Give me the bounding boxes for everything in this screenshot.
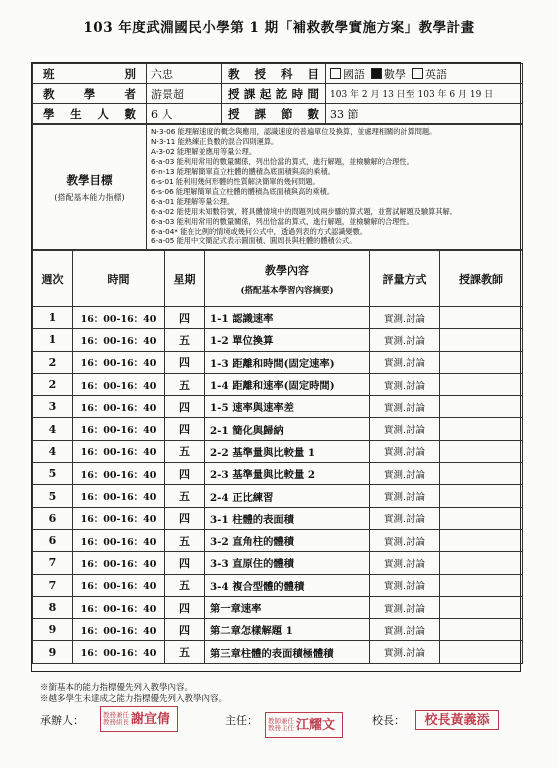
week-cell: 3: [33, 396, 73, 418]
class-value: 六忠: [147, 64, 222, 84]
table-row: [33, 373, 523, 395]
subject-option-label: 數學: [384, 67, 406, 81]
time-cell: 16：00-16：40: [73, 463, 165, 485]
class-label: 班別: [33, 64, 147, 84]
time-cell: 16：00-16：40: [73, 307, 165, 329]
table-row: [33, 485, 523, 507]
eval-cell: 實測.討論: [370, 396, 440, 418]
content-cell: 3-3 直原住的體積: [205, 552, 370, 574]
eval-cell: 實測.討論: [370, 485, 440, 507]
period-value: 103 年 2 月 13 日至 103 年 6 月 19 日: [326, 84, 523, 104]
header-eval: 評量方式: [370, 251, 440, 307]
teacher-cell: [440, 507, 523, 529]
objective-item: 6-n-13 能理解簡單直立柱體的體積為底面積與高的乘積。: [151, 166, 335, 176]
subject-options: [326, 64, 523, 84]
day-cell: 五: [165, 529, 205, 551]
teacher-cell: [440, 373, 523, 395]
day-cell: 五: [165, 641, 205, 663]
subject-option-label: 國語: [343, 67, 365, 81]
page-title: 103 年度武淵國民小學第 1 期「補救教學實施方案」教學計畫: [83, 20, 475, 36]
principal-stamp-name: 校長黃義添: [424, 712, 490, 728]
teacher-cell: [440, 619, 523, 641]
objective-item: A-3-02 能理解並應用等量公理。: [151, 146, 257, 156]
teacher-cell: [440, 440, 523, 462]
period-label: 授課起訖時間: [222, 84, 326, 104]
students-label: 學生人數: [33, 104, 147, 124]
content-cell: 3-2 直角柱的體積: [205, 529, 370, 551]
time-cell: 16：00-16：40: [73, 440, 165, 462]
eval-cell: 實測.討論: [370, 440, 440, 462]
day-cell: 四: [165, 552, 205, 574]
principal-stamp: [415, 710, 499, 730]
table-row: [33, 307, 523, 329]
day-cell: 五: [165, 373, 205, 395]
content-cell: 2-1 簡化與歸納: [205, 418, 370, 440]
organizer-label: 承辦人：: [40, 714, 84, 727]
week-cell: 7: [33, 574, 73, 596]
table-row: [33, 641, 523, 663]
organizer-stamp: [100, 706, 178, 732]
week-cell: 5: [33, 485, 73, 507]
objective-item: 6-s-06 能理解簡單直立柱體的體積為底面積與高的乘積。: [151, 186, 335, 196]
eval-cell: 實測.討論: [370, 507, 440, 529]
eval-cell: 實測.討論: [370, 463, 440, 485]
eval-cell: 實測.討論: [370, 329, 440, 351]
objectives-label: 教學目標: [66, 172, 113, 187]
content-cell: 2-4 正比練習: [205, 485, 370, 507]
objectives-list: [147, 125, 523, 250]
week-cell: 2: [33, 373, 73, 395]
objective-item: N-3-11 能熟練正負數的混合四則運算。: [151, 136, 279, 146]
subject-option: [371, 68, 406, 81]
table-row: [33, 619, 523, 641]
principal-label: 校長：: [372, 714, 405, 727]
schedule-table: [32, 250, 523, 664]
checked-box-icon: [371, 68, 382, 79]
content-cell: 2-2 基準量與比較量 1: [205, 440, 370, 462]
table-row: [33, 351, 523, 373]
director-stamp-name: 江耀文: [296, 717, 336, 733]
day-cell: 四: [165, 418, 205, 440]
notes: [40, 683, 227, 705]
table-row: [33, 574, 523, 596]
table-row: [33, 552, 523, 574]
table-row: [33, 440, 523, 462]
day-cell: 五: [165, 329, 205, 351]
week-cell: 6: [33, 507, 73, 529]
content-cell: 1-2 單位換算: [205, 329, 370, 351]
time-cell: 16：00-16：40: [73, 529, 165, 551]
week-cell: 8: [33, 596, 73, 618]
content-cell: 1-1 認識速率: [205, 307, 370, 329]
eval-cell: 實測.討論: [370, 641, 440, 663]
content-cell: 第三章柱體的表面積極體積: [205, 641, 370, 663]
organizer-stamp-name: 謝宜倩: [131, 711, 171, 727]
week-cell: 4: [33, 440, 73, 462]
students-value: 6 人: [147, 104, 222, 124]
director-stamp: [265, 712, 343, 738]
eval-cell: 實測.討論: [370, 373, 440, 395]
content-cell: 3-4 複合型體的體積: [205, 574, 370, 596]
objective-item: 6-a-01 能理解等量公理。: [151, 196, 235, 206]
day-cell: 四: [165, 351, 205, 373]
header-time: 時間: [73, 251, 165, 307]
header-teacher: 授課教師: [440, 251, 523, 307]
content-cell: 3-1 柱體的表面積: [205, 507, 370, 529]
content-cell: 2-3 基準量與比較量 2: [205, 463, 370, 485]
subject-option: [412, 68, 447, 81]
table-row: [33, 418, 523, 440]
table-row: [33, 507, 523, 529]
table-row: [33, 596, 523, 618]
note-2: ※越多學生未達成之能力指標優先列入教學內容。: [40, 694, 228, 704]
eval-cell: 實測.討論: [370, 307, 440, 329]
table-row: [33, 463, 523, 485]
week-cell: 9: [33, 641, 73, 663]
day-cell: 四: [165, 507, 205, 529]
table-row: [33, 329, 523, 351]
eval-cell: 實測.討論: [370, 596, 440, 618]
teacher-cell: [440, 574, 523, 596]
sessions-value: 33 節: [326, 104, 523, 124]
objectives-table: [32, 124, 523, 250]
teacher-cell: [440, 307, 523, 329]
teacher-cell: [440, 463, 523, 485]
teacher-cell: [440, 529, 523, 551]
day-cell: 四: [165, 307, 205, 329]
organizer-stamp-title: 教務兼任 教務組長: [103, 710, 129, 726]
objective-item: 6-a-05 能用中文簡記式表示圓面積、圓周長與柱體的體積公式。: [151, 236, 357, 246]
schedule-body: [33, 307, 523, 664]
teacher-cell: [440, 485, 523, 507]
teacher-cell: [440, 641, 523, 663]
subject-option: [330, 68, 365, 81]
content-cell: 1-3 距離和時間(固定速率): [205, 351, 370, 373]
subject-option-label: 英語: [425, 67, 447, 81]
eval-cell: 實測.討論: [370, 619, 440, 641]
day-cell: 四: [165, 596, 205, 618]
header-week: 週次: [33, 251, 73, 307]
eval-cell: 實測.討論: [370, 418, 440, 440]
header-content-sub: (搭配基本學習內容摘要): [240, 285, 334, 296]
teacher-cell: [440, 596, 523, 618]
time-cell: 16：00-16：40: [73, 552, 165, 574]
week-cell: 4: [33, 418, 73, 440]
empty-box-icon: [412, 68, 423, 79]
table-row: [33, 529, 523, 551]
teacher-cell: [440, 396, 523, 418]
time-cell: 16：00-16：40: [73, 596, 165, 618]
day-cell: 四: [165, 463, 205, 485]
time-cell: 16：00-16：40: [73, 329, 165, 351]
header-content: [205, 251, 370, 307]
week-cell: 2: [33, 351, 73, 373]
content-cell: 1-4 距離和速率(固定時間): [205, 373, 370, 395]
note-1: ※銜基本的能力指標優先列入教學內容。: [40, 683, 194, 693]
objective-item: 6-a-02 能使用未知數符號，將具體情境中的問題列成兩步驟的算式題，並嘗試解題及驗算其解。: [151, 206, 457, 216]
content-cell: 1-5 速率與速率差: [205, 396, 370, 418]
eval-cell: 實測.討論: [370, 529, 440, 551]
teacher-cell: [440, 418, 523, 440]
time-cell: 16：00-16：40: [73, 619, 165, 641]
objective-item: 6-a-03 能利用常用的數量關係，列出恰當的算式，進行解題，並檢驗解的合理性。: [151, 156, 414, 166]
subject-label: 教授科目: [222, 64, 326, 84]
objectives-label-cell: [33, 125, 147, 250]
day-cell: 四: [165, 619, 205, 641]
sessions-label: 授課節數: [222, 104, 326, 124]
time-cell: 16：00-16：40: [73, 574, 165, 596]
plan-form: [31, 62, 521, 672]
objective-item: 6-s-01 能利用幾何形體的性質解決簡單的幾何問題。: [151, 176, 320, 186]
day-cell: 四: [165, 396, 205, 418]
day-cell: 五: [165, 485, 205, 507]
week-cell: 5: [33, 463, 73, 485]
director-label: 主任：: [225, 714, 258, 727]
teacher-cell: [440, 552, 523, 574]
objective-item: 6-a-04* 能在比例的情境或幾何公式中，透過列表的方式認識變數。: [151, 226, 368, 236]
week-cell: 7: [33, 552, 73, 574]
empty-box-icon: [330, 68, 341, 79]
eval-cell: 實測.討論: [370, 351, 440, 373]
week-cell: 1: [33, 329, 73, 351]
content-cell: 第一章速率: [205, 596, 370, 618]
header-content-title: 教學內容: [265, 263, 309, 277]
time-cell: 16：00-16：40: [73, 351, 165, 373]
week-cell: 6: [33, 529, 73, 551]
time-cell: 16：00-16：40: [73, 373, 165, 395]
week-cell: 9: [33, 619, 73, 641]
time-cell: 16：00-16：40: [73, 485, 165, 507]
content-cell: 第二章怎樣解題 1: [205, 619, 370, 641]
day-cell: 五: [165, 574, 205, 596]
teacher-cell: [440, 351, 523, 373]
day-cell: 五: [165, 440, 205, 462]
time-cell: 16：00-16：40: [73, 396, 165, 418]
director-stamp-title: 教師兼任 教務主任: [268, 716, 294, 732]
eval-cell: 實測.討論: [370, 574, 440, 596]
time-cell: 16：00-16：40: [73, 507, 165, 529]
table-row: [33, 396, 523, 418]
objective-item: N-3-06 能理解速度的概念與應用，認識速度的普遍單位及換算，並處理相關的計算問題。: [151, 127, 437, 136]
teacher-label: 教學者: [33, 84, 147, 104]
objectives-sublabel: (搭配基本能力指標): [54, 192, 125, 202]
eval-cell: 實測.討論: [370, 552, 440, 574]
teacher-value: 游景超: [147, 84, 222, 104]
header-day: 星期: [165, 251, 205, 307]
info-table: [32, 63, 523, 124]
objective-item: 6-a-03 能利用常用的數量關係，列出恰當的算式，進行解題，並檢驗解的合理性。: [151, 216, 414, 226]
week-cell: 1: [33, 307, 73, 329]
time-cell: 16：00-16：40: [73, 641, 165, 663]
teacher-cell: [440, 329, 523, 351]
time-cell: 16：00-16：40: [73, 418, 165, 440]
